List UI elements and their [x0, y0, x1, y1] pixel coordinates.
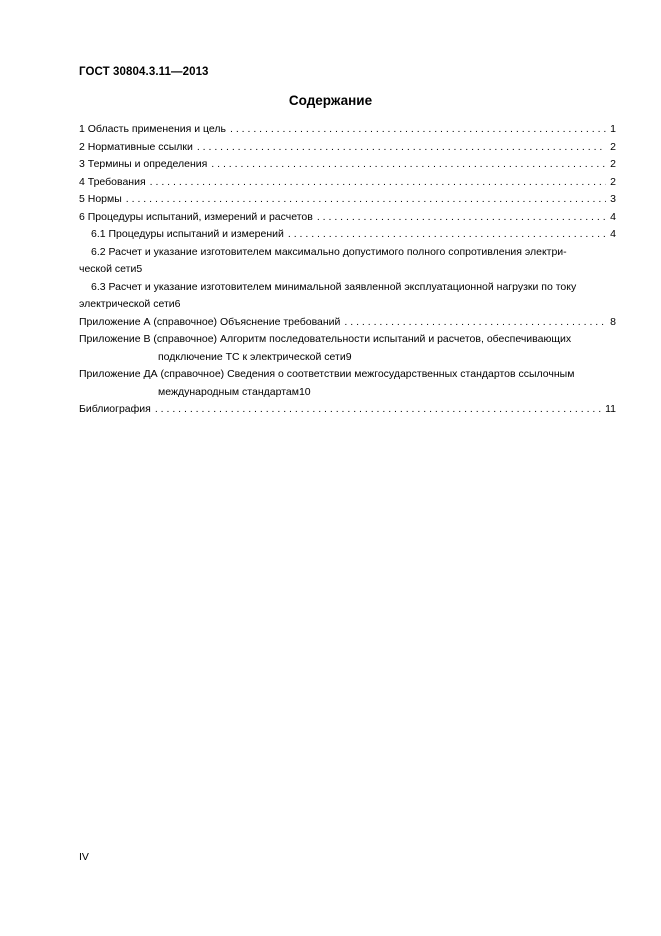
- toc-entry-text: 4 Требования: [79, 175, 146, 188]
- toc-entry-1[interactable]: [79, 121, 616, 139]
- toc-entry-text: 6 Процедуры испытаний, измерений и расчетов: [79, 210, 313, 223]
- toc-entry-4[interactable]: [79, 174, 616, 192]
- toc-entry-page: 9: [345, 350, 352, 363]
- toc-entry-6-2[interactable]: [79, 244, 616, 279]
- toc-entry-page: 3: [610, 193, 616, 205]
- table-of-contents: [79, 121, 616, 419]
- dot-leader: [288, 226, 606, 244]
- toc-entry-page: 11: [605, 403, 616, 415]
- toc-entry-appendix-da[interactable]: [79, 366, 616, 401]
- toc-entry-page: 2: [610, 158, 616, 170]
- toc-entry-page: 6: [174, 298, 181, 310]
- dot-leader: [155, 401, 601, 419]
- toc-entry-page: 4: [610, 210, 616, 223]
- dot-leader: [197, 139, 606, 157]
- toc-entry-page: 1: [610, 123, 616, 135]
- document-code: ГОСТ 30804.3.11—2013: [79, 66, 209, 78]
- dot-leader: [150, 174, 607, 192]
- dot-leader: [126, 191, 606, 209]
- page-title: Содержание: [288, 93, 373, 108]
- toc-entry-6-3[interactable]: [79, 279, 616, 314]
- toc-entry-text-line2: электрической сети: [79, 298, 175, 310]
- toc-entry-text: Приложение А (справочное) Объяснение требований: [79, 315, 341, 328]
- toc-entry-text-line1: Приложение В (справочное) Алгоритм последовательности испытаний и расчетов, обеспечивающих: [79, 333, 572, 345]
- dot-leader: [344, 314, 606, 332]
- toc-entry-text: 6.1 Процедуры испытаний и измерений: [91, 228, 284, 240]
- dot-leader: [211, 156, 606, 174]
- toc-entry-appendix-a[interactable]: [79, 314, 616, 332]
- dot-leader: [230, 121, 606, 139]
- toc-entry-page: 4: [610, 228, 616, 240]
- toc-entry-page: 5: [136, 263, 143, 275]
- toc-entry-page: 8: [610, 315, 616, 328]
- dot-leader: [317, 209, 606, 227]
- toc-entry-text: 3 Термины и определения: [79, 158, 208, 170]
- toc-entry-text-line1: 6.2 Расчет и указание изготовителем максимально допустимого полного сопротивления электри-: [91, 245, 567, 258]
- toc-entry-text: Библиография: [79, 403, 151, 415]
- toc-entry-appendix-b[interactable]: [79, 331, 616, 366]
- toc-entry-text: 1 Область применения и цель: [79, 123, 226, 135]
- toc-entry-bibliography[interactable]: [79, 401, 616, 419]
- toc-entry-3[interactable]: [79, 156, 616, 174]
- toc-entry-text-line1: Приложение ДА (справочное) Сведения о соответствии межгосударственных стандартов ссылочным: [79, 368, 575, 380]
- page-number: IV: [79, 851, 89, 863]
- toc-entry-page: 2: [610, 175, 616, 188]
- toc-entry-text-line1: 6.3 Расчет и указание изготовителем минимальной заявленной эксплуатационной нагрузки по току: [91, 280, 577, 293]
- toc-entry-2[interactable]: [79, 139, 616, 157]
- toc-entry-text-line2: международным стандартам: [158, 385, 299, 398]
- toc-entry-6-1[interactable]: [79, 226, 616, 244]
- toc-entry-text: 2 Нормативные ссылки: [79, 140, 193, 153]
- toc-entry-page: 10: [298, 385, 311, 398]
- toc-entry-text-line2: ческой сети: [79, 263, 137, 275]
- toc-entry-6[interactable]: [79, 209, 616, 227]
- toc-entry-text-line2: подключение ТС к электрической сети: [158, 350, 346, 363]
- toc-entry-text: 5 Нормы: [79, 193, 122, 205]
- toc-entry-5[interactable]: [79, 191, 616, 209]
- toc-entry-page: 2: [610, 140, 616, 153]
